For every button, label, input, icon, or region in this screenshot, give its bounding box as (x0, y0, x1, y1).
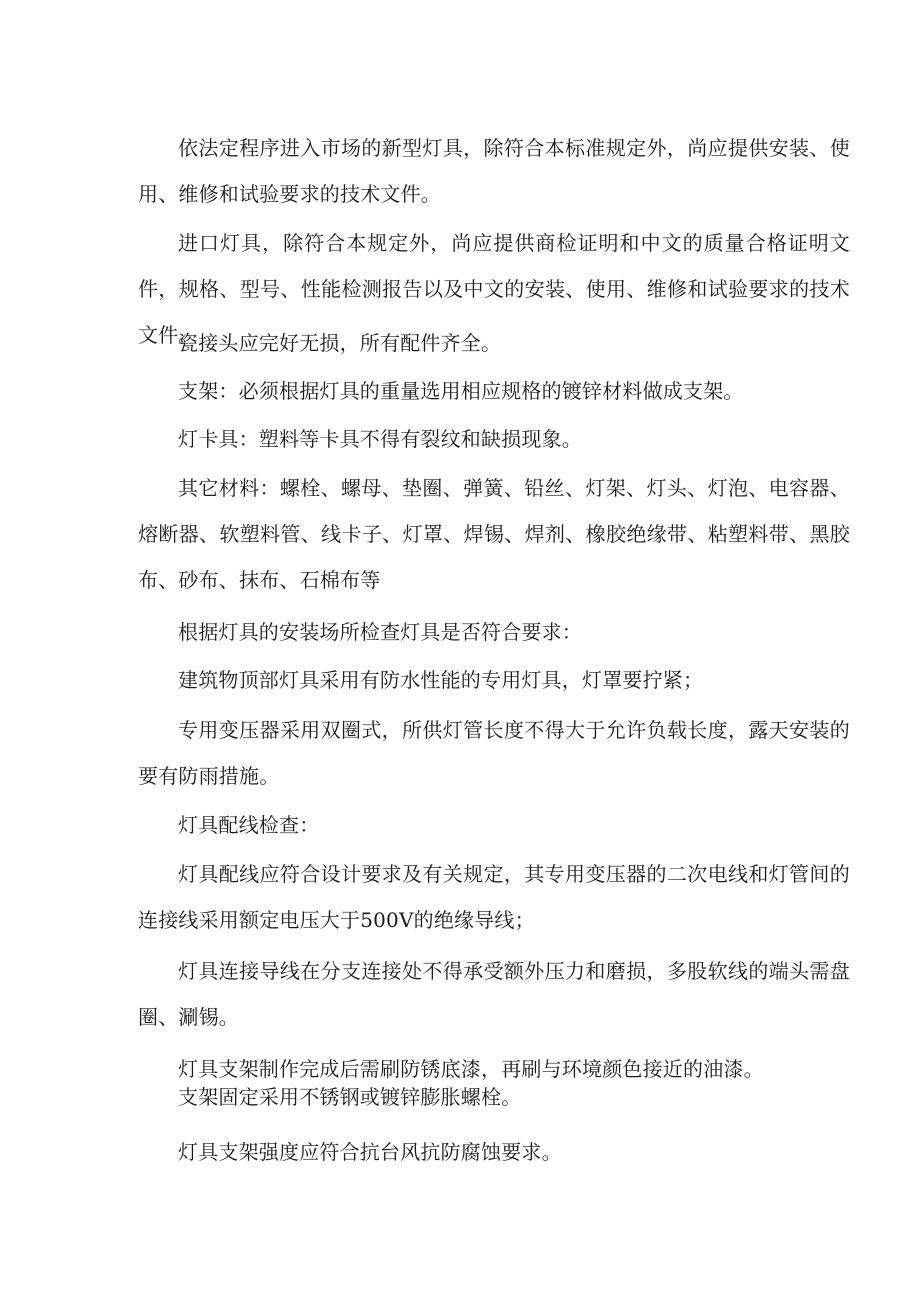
paragraph-porcelain-connector: 瓷接头应完好无损，所有配件齐全。 (178, 331, 502, 355)
paragraph-connecting-wires: 灯具连接导线在分支连接处不得承受额外压力和磨损，多股软线的端头需盘圈、涮锡。 (138, 959, 850, 1029)
paragraph-bracket-fixing: 支架固定采用不锈钢或镀锌膨胀螺栓。 (178, 1085, 522, 1109)
paragraph-other-materials: 其它材料：螺栓、螺母、垫圈、弹簧、铅丝、灯架、灯头、灯泡、电容器、熔断器、软塑料管、线卡子、灯罩、焊锡、焊剂、橡胶绝缘带、粘塑料带、黑胶布、砂布、抹布、石棉布等 (138, 476, 850, 592)
paragraph-bracket-painting: 灯具支架制作完成后需刷防锈底漆，再刷与环境颜色接近的油漆。 (178, 1057, 764, 1081)
paragraph-roof-lamps: 建筑物顶部灯具采用有防水性能的专用灯具，灯罩要拧紧； (178, 668, 704, 692)
paragraph-bracket: 支架：必须根据灯具的重量选用相应规格的镀锌材料做成支架。 (178, 379, 744, 403)
paragraph-new-lamps: 依法定程序进入市场的新型灯具，除符合本标准规定外，尚应提供安装、使用、维修和试验要求的技术文件。 (138, 136, 850, 206)
paragraph-wiring-requirements: 灯具配线应符合设计要求及有关规定，其专用变压器的二次电线和灯管间的连接线采用额定电压大于500V的绝缘导线； (138, 862, 850, 932)
paragraph-transformer: 专用变压器采用双圈式，所供灯管长度不得大于允许负载长度，露天安装的要有防雨措施。 (138, 718, 850, 788)
paragraph-lamp-clamp: 灯卡具：塑料等卡具不得有裂纹和缺损现象。 (178, 427, 582, 451)
paragraph-wiring-check-heading: 灯具配线检查： (178, 813, 320, 837)
paragraph-imported-lamps: 进口灯具，除符合本规定外，尚应提供商检证明和中文的质量合格证明文件，规格、型号、性能检测报告以及中文的安装、使用、维修和试验要求的技术文件。 (138, 231, 850, 347)
paragraph-bracket-strength: 灯具支架强度应符合抗台风抗防腐蚀要求。 (178, 1140, 562, 1164)
paragraph-check-by-location: 根据灯具的安装场所检查灯具是否符合要求： (178, 620, 582, 644)
